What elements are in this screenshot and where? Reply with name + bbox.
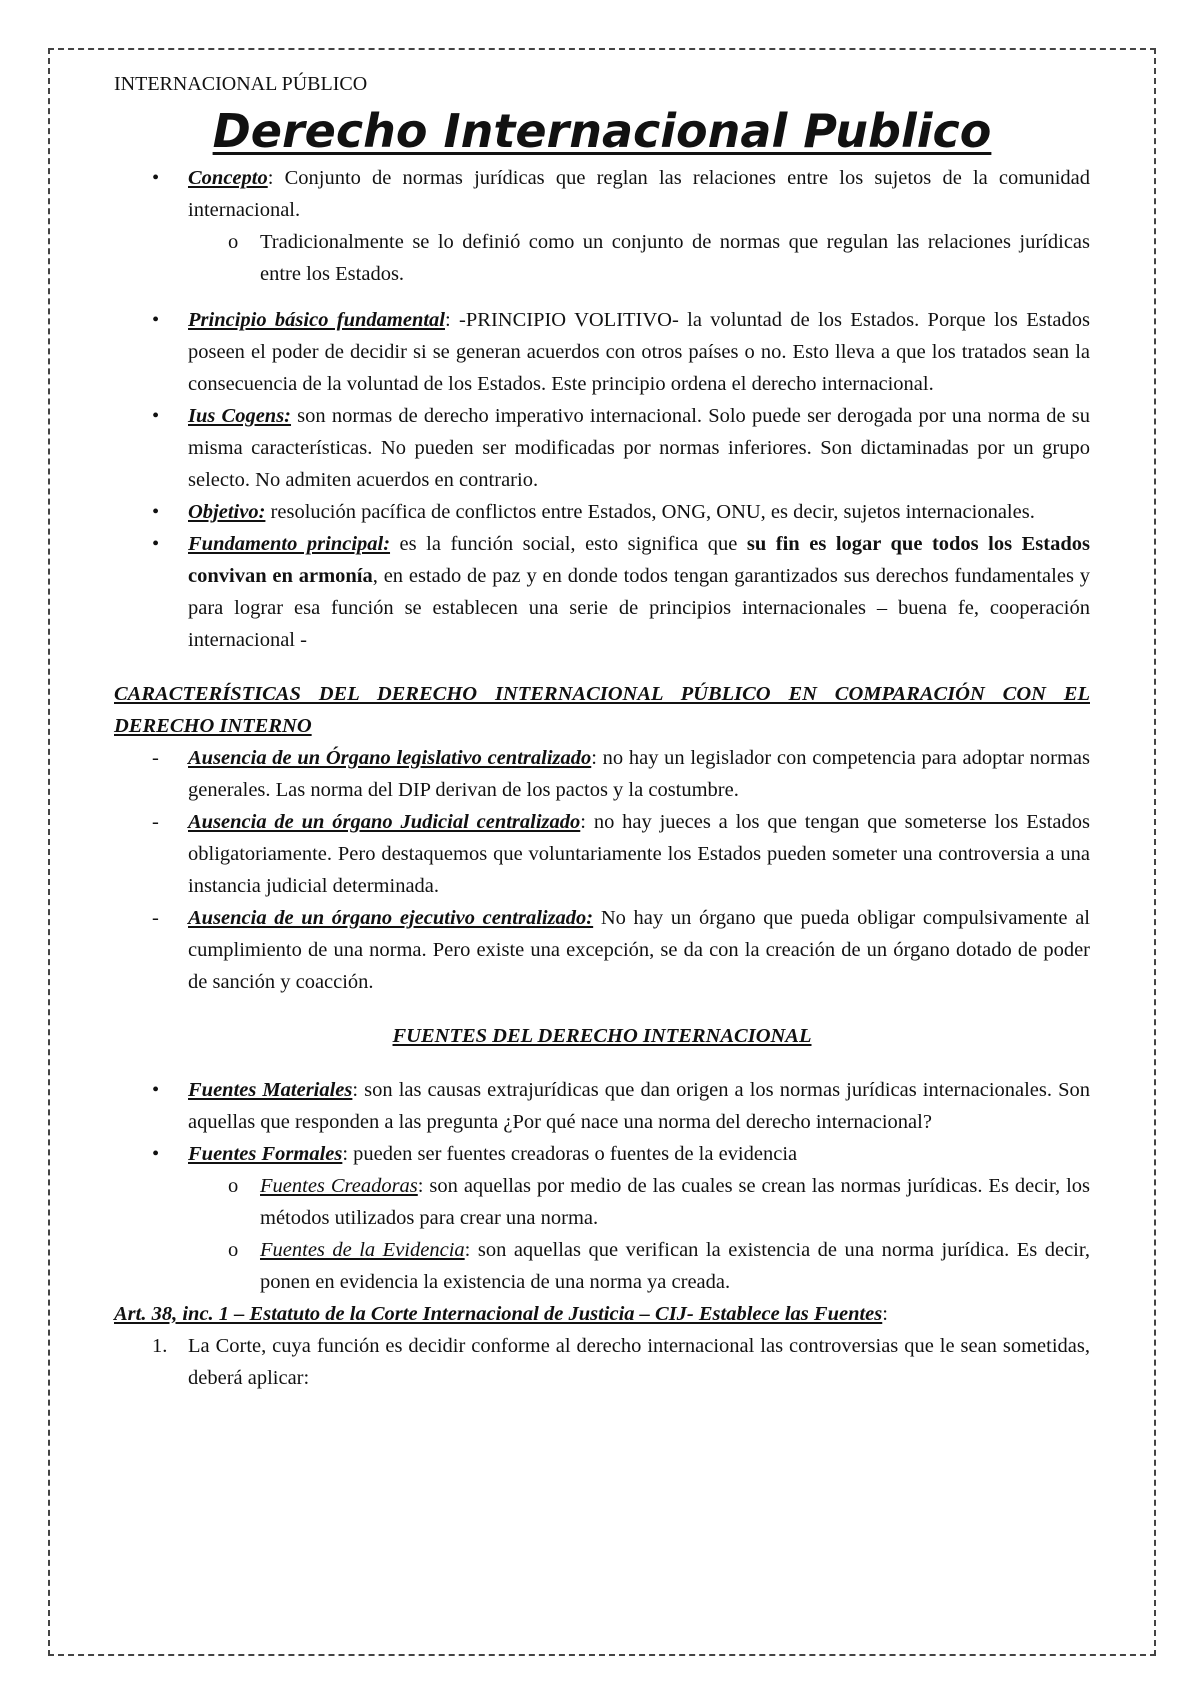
bullet-icon: • — [152, 1143, 160, 1165]
sub-bullet-icon: o — [228, 231, 239, 253]
article-heading — [114, 1298, 1090, 1330]
spacer — [114, 656, 1090, 678]
term-label: Fundamento principal: — [188, 533, 391, 555]
term-label: Principio básico fundamental — [188, 309, 445, 331]
list-item-legislativo — [114, 742, 1090, 806]
list-item-ius-cogens — [114, 400, 1090, 496]
term-text: pueden ser fuentes creadoras o fuentes de la evidencia — [348, 1143, 798, 1165]
document-title: Derecho Internacional Publico — [212, 104, 992, 158]
sub-bullet-icon: o — [228, 1239, 239, 1261]
dash-icon: - — [152, 811, 159, 833]
term-label: Fuentes Materiales — [188, 1079, 353, 1101]
caracteristicas-list — [114, 742, 1090, 998]
term-text: son aquellas que verifican la existencia de una norma jurídica. Es decir, ponen en evidencia la existencia de una norma ya creada. — [260, 1239, 1091, 1293]
sub-list-item — [114, 226, 1090, 290]
sub-item-text: Tradicionalmente se lo definió como un conjunto de normas que regulan las relaciones jurídicas entre los Estados. — [260, 231, 1090, 285]
term-separator: : — [352, 1079, 359, 1101]
term-text: No hay un órgano que pueda obligar compulsivamente al cumplimiento de una norma. Pero existe una excepción, se da con la creación de un órgano dotado de poder de sanción y coacción. — [188, 907, 1090, 993]
list-item-formales — [114, 1138, 1090, 1170]
dash-icon: - — [152, 747, 159, 769]
subterm-label: Fuentes Creadoras — [260, 1175, 418, 1197]
term-separator: : — [882, 1303, 888, 1325]
term-text: Conjunto de normas jurídicas que reglan las relaciones entre los sujetos de la comunidad internacional. — [188, 167, 1090, 221]
list-item-judicial — [114, 806, 1090, 902]
bullet-icon: • — [152, 501, 160, 523]
article-heading-text: Art. 38, inc. 1 – Estatuto de la Corte Internacional de Justicia – CIJ- Establece las Fuentes — [114, 1303, 883, 1325]
article-list — [114, 1330, 1090, 1394]
term-text: -PRINCIPIO VOLITIVO- la voluntad de los Estados. Porque los Estados poseen el poder de decidir si se generan acuerdos con otros países o no. Esto lleva a que los tratados sean la consecuencia de la voluntad de los Estados. Este principio ordena el derecho internacional. — [188, 309, 1090, 395]
bullet-icon: • — [152, 533, 160, 555]
term-separator: : — [342, 1143, 349, 1165]
term-text: son aquellas por medio de las cuales se crean las normas jurídicas. Es decir, los métodos utilizados para crear una norma. — [260, 1175, 1090, 1229]
document-body — [114, 70, 1090, 1394]
spacer — [114, 998, 1090, 1020]
bullet-icon: • — [152, 405, 160, 427]
list-item-materiales — [114, 1074, 1090, 1138]
term-separator: : — [417, 1175, 424, 1197]
term-label: Concepto — [188, 167, 268, 189]
fuentes-list — [114, 1074, 1090, 1298]
term-separator: : — [267, 167, 274, 189]
term-text: resolución pacífica de conflictos entre Estados, ONG, ONU, es decir, sujetos internacionales. — [265, 501, 1035, 523]
list-item-fundamento — [114, 528, 1090, 656]
sub-list-item-evidencia — [114, 1234, 1090, 1298]
term-emphasis: su fin es logar que todos los Estados convivan en armonía — [188, 533, 1090, 587]
item-text: La Corte, cuya función es decidir conforme al derecho internacional las controversias que le sean sometidas, deberá aplicar: — [188, 1335, 1090, 1389]
term-label: Ausencia de un Órgano legislativo centralizado — [188, 747, 592, 769]
principles-list — [114, 304, 1090, 656]
page-header: INTERNACIONAL PÚBLICO — [114, 73, 368, 95]
bullet-icon: • — [152, 1079, 160, 1101]
sub-list-item-creadoras — [114, 1170, 1090, 1234]
term-separator: : — [591, 747, 597, 769]
bullet-icon: • — [152, 309, 160, 331]
item-number: 1. — [152, 1335, 168, 1357]
term-text: es la función social, esto significa que — [390, 533, 747, 555]
list-item-concepto — [114, 162, 1090, 226]
spacer — [114, 290, 1090, 304]
dash-icon: - — [152, 907, 159, 929]
list-item-objetivo — [114, 496, 1090, 528]
numbered-item — [114, 1330, 1090, 1394]
subterm-label: Fuentes de la Evidencia — [260, 1239, 465, 1261]
intro-list — [114, 162, 1090, 290]
spacer — [114, 1052, 1090, 1074]
sub-bullet-icon: o — [228, 1175, 239, 1197]
bullet-icon: • — [152, 167, 160, 189]
term-separator: : — [580, 811, 586, 833]
term-text: son las causas extrajurídicas que dan origen a los normas jurídicas internacionales. Son aquellas que responden a las pregunta ¿Por qué nace una norma del derecho internacional? — [188, 1079, 1090, 1133]
term-text: son normas de derecho imperativo internacional. Solo puede ser derogada por una norma de su misma características. No pueden ser modificadas por normas inferiores. Son dictaminadas por un grupo selecto. No admiten acuerdos en contrario. — [188, 405, 1090, 491]
term-separator: : — [464, 1239, 471, 1261]
term-text: no hay jueces a los que tengan que someterse los Estados obligatoriamente. Pero destaquemos que voluntariamente los Estados pueden someter una controversia a una instancia judicial determinada. — [188, 811, 1090, 897]
term-separator: : — [445, 309, 451, 331]
term-label: Ausencia de un órgano Judicial centralizado — [188, 811, 581, 833]
section-heading-caracteristicas: CARACTERÍSTICAS DEL DERECHO INTERNACIONAL PÚBLICO EN COMPARACIÓN CON EL DERECHO INTERNO — [114, 683, 1090, 737]
term-label: Objetivo: — [188, 501, 266, 523]
term-label: Ius Cogens: — [188, 405, 292, 427]
list-item-ejecutivo — [114, 902, 1090, 998]
term-label: Ausencia de un órgano ejecutivo centralizado: — [188, 907, 594, 929]
section-heading-fuentes: FUENTES DEL DERECHO INTERNACIONAL — [392, 1025, 812, 1047]
list-item-principio — [114, 304, 1090, 400]
term-text: , en estado de paz y en donde todos tengan garantizados sus derechos fundamentales y para lograr esa función se establecen una serie de principios internacionales – buena fe, cooperación internacional - — [188, 565, 1090, 651]
term-label: Fuentes Formales — [188, 1143, 343, 1165]
term-text: no hay un legislador con competencia para adoptar normas generales. Las norma del DIP derivan de los pactos y la costumbre. — [188, 747, 1090, 801]
